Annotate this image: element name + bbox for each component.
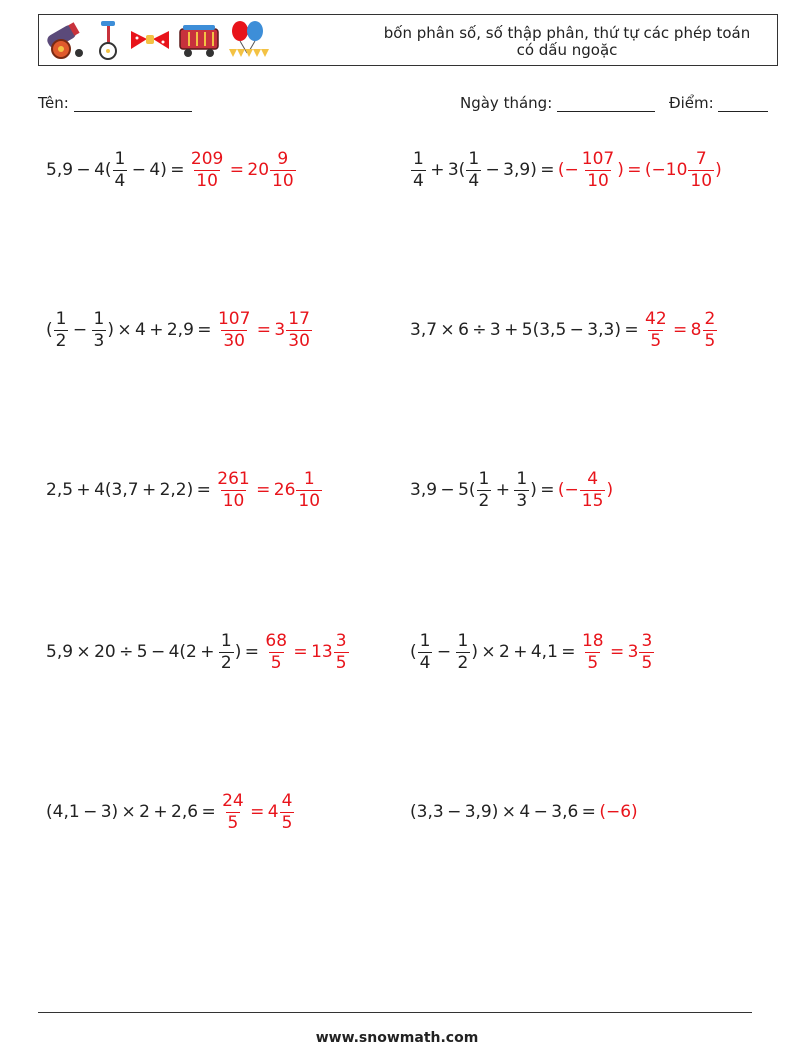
denominator: 3 [93,330,105,351]
problem-9 [46,788,295,836]
problem-answer [642,308,718,351]
math-text: 2,5 + 4(3,7 + 2,2) = [46,480,215,500]
cannon-icon [43,19,87,61]
denominator: 4 [468,170,480,191]
score-blank[interactable] [718,96,768,112]
math-text: ) = [530,480,558,500]
math-text: ) × 4 + 2,9 = [107,320,215,340]
header-icons [43,19,271,61]
math-text: = 4 [246,802,279,822]
numerator: 261 [217,468,250,489]
circus-wagon-icon [177,19,221,61]
numerator: 3 [641,630,653,651]
fraction [580,468,606,511]
denominator: 5 [641,652,653,673]
math-text: ) [606,480,614,500]
fraction [220,790,246,833]
numerator: 4 [587,468,599,489]
fraction [334,630,349,673]
worksheet-title: bốn phân số, số thập phân, thứ tự các phép toán có dấu ngoặc [383,24,751,59]
numerator: 1 [220,630,232,651]
denominator: 10 [272,170,294,191]
fraction [643,308,669,351]
numerator: 1 [413,148,424,169]
problem-expression [410,148,558,191]
math-text: ) × 2 + 4,1 = [471,642,579,662]
math-text: (4,1 − 3) × 2 + 2,6 = [46,802,220,822]
problem-expression [410,468,558,511]
fraction [263,630,289,673]
math-text: (− [557,480,579,500]
denominator: 4 [413,170,424,191]
problem-answer [214,468,323,511]
numerator: 1 [303,468,315,489]
denominator: 5 [587,652,599,673]
denominator: 4 [114,170,126,191]
unicycle-icon [93,19,123,61]
math-text: = 26 [252,480,296,500]
fraction [456,630,471,673]
problem-4 [410,306,718,354]
math-text: 3,9 − 5( [410,480,476,500]
numerator: 1 [468,148,480,169]
fraction [514,468,529,511]
math-text: − 3,9) = [482,160,558,180]
numerator: 1 [457,630,469,651]
problem-expression [46,630,263,673]
fraction [411,148,426,191]
math-text: ) = (−10 [617,160,688,180]
header-box [38,14,778,66]
math-text: − [69,320,91,340]
balloons-icon [227,19,271,61]
denominator: 10 [298,490,321,511]
problem-expression [46,802,219,822]
problem-6 [410,466,613,514]
denominator: 30 [288,330,310,351]
fraction [639,630,654,673]
numerator: 68 [265,630,288,651]
numerator: 1 [478,468,490,489]
name-label: Tên: [38,94,69,112]
problem-8 [410,628,655,676]
denominator: 4 [419,652,431,673]
problem-1 [46,146,297,194]
denominator: 10 [690,170,713,191]
denominator: 5 [270,652,282,673]
math-text: ( [46,320,53,340]
problem-expression [410,320,642,340]
fraction [219,630,234,673]
numerator: 9 [277,148,289,169]
problem-answer [215,308,313,351]
problem-expression [46,480,214,500]
math-text: 3,7 × 6 ÷ 3 + 5(3,5 − 3,3) = [410,320,642,340]
math-text: = 8 [669,320,702,340]
numerator: 1 [516,468,528,489]
fraction [189,148,225,191]
date-field [460,94,655,112]
fraction [113,148,128,191]
score-label: Điểm: [669,94,714,112]
math-text: = 20 [226,160,270,180]
denominator: 10 [587,170,609,191]
denominator: 10 [222,490,245,511]
fraction [688,148,714,191]
numerator: 3 [335,630,347,651]
math-text: 5,9 × 20 ÷ 5 − 4(2 + [46,642,218,662]
name-blank[interactable] [74,96,192,112]
math-text: = 3 [253,320,286,340]
problem-3 [46,306,313,354]
problem-answer [557,468,614,511]
math-text: + 3( [426,160,466,180]
date-label: Ngày tháng: [460,94,553,112]
denominator: 2 [55,330,67,351]
bow-tie-icon [129,19,171,61]
fraction [215,468,251,511]
denominator: 5 [704,330,716,351]
denominator: 15 [581,490,604,511]
math-text: ) [715,160,722,180]
numerator: 17 [288,308,310,329]
math-text: (−6) [599,802,638,822]
problem-expression [410,630,579,673]
denominator: 5 [281,812,293,833]
numerator: 1 [93,308,105,329]
problem-answer [579,630,655,673]
math-text: (3,3 − 3,9) × 4 − 3,6 = [410,802,600,822]
denominator: 5 [227,812,239,833]
math-text: + [492,480,514,500]
numerator: 107 [581,148,615,169]
footer-divider [38,1012,752,1013]
numerator: 7 [695,148,707,169]
problem-expression [46,308,215,351]
numerator: 1 [55,308,67,329]
denominator: 30 [223,330,245,351]
problem-7 [46,628,350,676]
denominator: 5 [335,652,347,673]
fraction [54,308,69,351]
footer-url: www.snowmath.com [315,1030,479,1046]
math-text: ) = [234,642,263,662]
problem-5 [46,466,323,514]
math-text: = 3 [606,642,639,662]
problem-10 [410,788,638,836]
fraction [280,790,295,833]
numerator: 1 [114,148,126,169]
problem-answer [599,802,637,822]
problem-answer [557,148,722,191]
fraction [270,148,296,191]
fraction [580,148,616,191]
numerator: 42 [645,308,667,329]
denominator: 3 [516,490,528,511]
numerator: 209 [190,148,224,169]
denominator: 5 [650,330,662,351]
problem-2 [410,146,722,194]
fraction [418,630,433,673]
problem-expression [410,802,599,822]
fraction [296,468,322,511]
numerator: 2 [704,308,716,329]
fraction [477,468,492,511]
date-blank[interactable] [557,96,655,112]
numerator: 24 [222,790,244,811]
fraction [580,630,606,673]
denominator: 2 [478,490,490,511]
fraction [216,308,252,351]
math-text: 5,9 − 4( [46,160,112,180]
denominator: 2 [457,652,469,673]
math-text: = 13 [290,642,333,662]
denominator: 10 [196,170,218,191]
numerator: 107 [217,308,251,329]
math-text: (− [557,160,579,180]
math-text: − 4) = [128,160,188,180]
problem-answer [262,630,349,673]
fraction [466,148,481,191]
name-field [38,94,192,112]
fraction [286,308,312,351]
numerator: 4 [281,790,293,811]
fraction [92,308,107,351]
denominator: 2 [220,652,232,673]
score-field [669,94,768,112]
numerator: 1 [419,630,431,651]
problem-answer [219,790,295,833]
problem-expression [46,148,188,191]
math-text: − [433,642,455,662]
numerator: 18 [581,630,604,651]
math-text: ( [410,642,417,662]
fraction [703,308,718,351]
problem-answer [188,148,297,191]
